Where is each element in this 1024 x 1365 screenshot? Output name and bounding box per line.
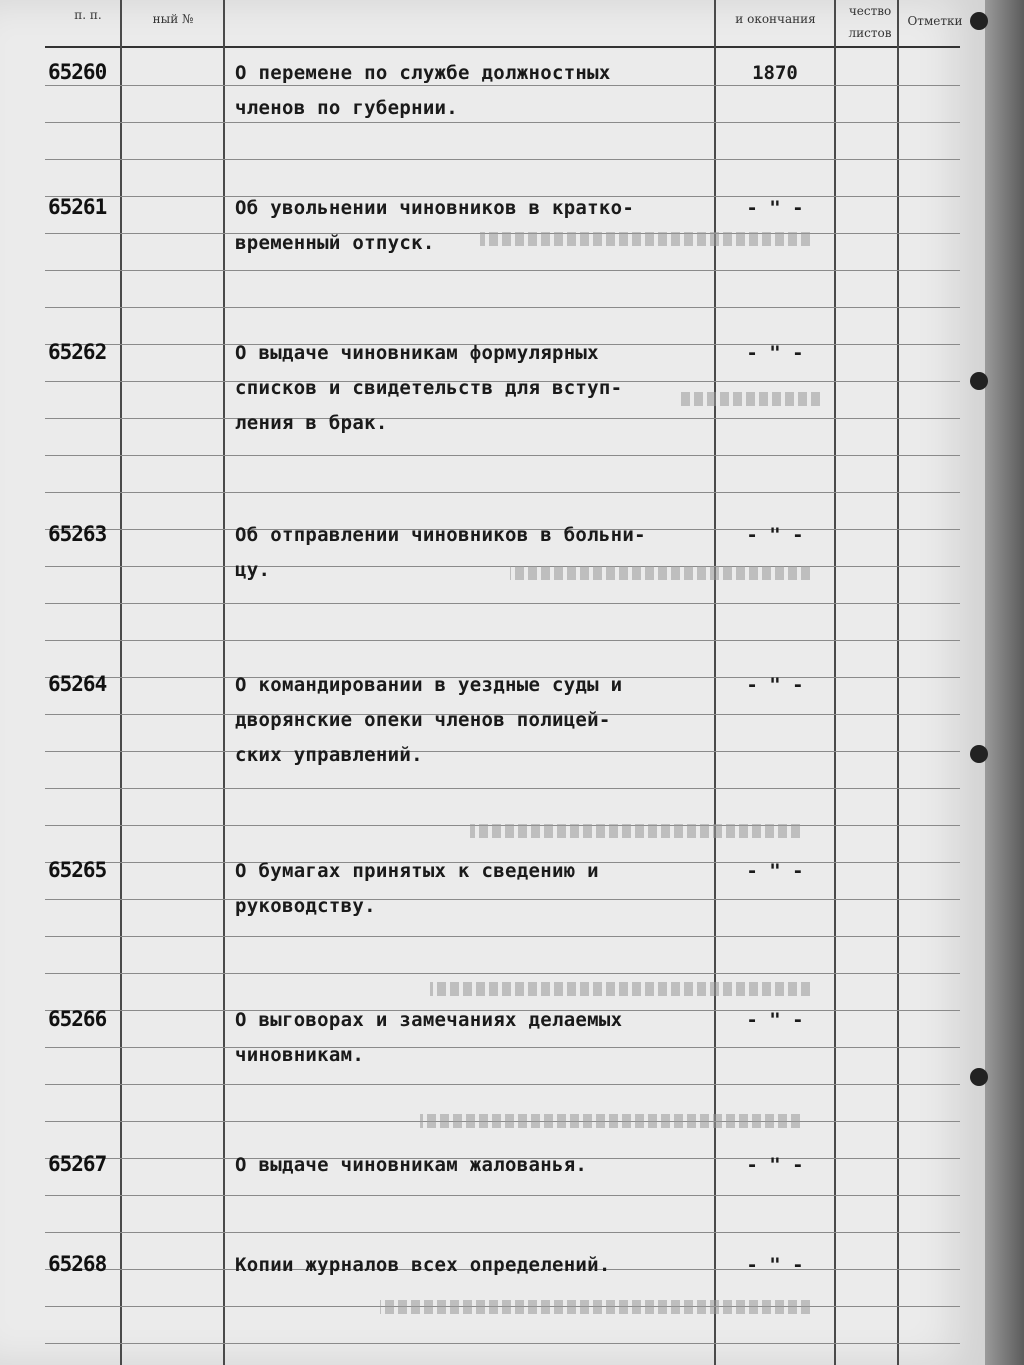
- header-col-notes: Отметки: [907, 14, 963, 28]
- ruled-line: [45, 1232, 960, 1233]
- item-title: [235, 1248, 715, 1283]
- bleed-through-text: [420, 1114, 800, 1128]
- header-col-dates: и окончания: [735, 12, 816, 26]
- item-title-line: О командировании в уездные суды и: [235, 674, 623, 696]
- item-title: [235, 1148, 715, 1183]
- item-title-line: Об отправлении чиновников в больни-: [235, 524, 646, 546]
- item-title-line: руководству.: [235, 895, 376, 917]
- item-number: 65268: [48, 1252, 107, 1276]
- item-title: [235, 668, 715, 773]
- item-title-line: ских управлений.: [235, 744, 423, 766]
- item-date: - " -: [746, 1254, 804, 1276]
- item-date: - " -: [746, 860, 804, 882]
- ruled-line: [45, 455, 960, 456]
- ruled-line: [45, 159, 960, 160]
- column-line: [120, 0, 122, 1365]
- item-number: 65267: [48, 1152, 107, 1176]
- binder-hole: [970, 1068, 988, 1086]
- ruled-line: [45, 307, 960, 308]
- ruled-line: [45, 603, 960, 604]
- item-title: [235, 518, 715, 588]
- item-title: [235, 56, 715, 126]
- item-title-line: членов по губернии.: [235, 97, 459, 119]
- binder-edge: [985, 0, 1024, 1365]
- item-date: - " -: [746, 1009, 804, 1031]
- binder-hole: [970, 372, 988, 390]
- header-col-inv-number: ный №: [152, 12, 194, 26]
- item-date: - " -: [746, 197, 804, 219]
- ruled-line: [45, 640, 960, 641]
- ruled-line: [45, 788, 960, 789]
- bleed-through-text: [430, 982, 810, 996]
- item-date: - " -: [746, 342, 804, 364]
- ruled-line: [45, 492, 960, 493]
- item-title-line: чиновникам.: [235, 1044, 365, 1066]
- column-line: [897, 0, 899, 1365]
- header-rule: [45, 46, 960, 48]
- item-title-line: Об увольнении чиновников в кратко-: [235, 197, 635, 219]
- item-title: [235, 336, 715, 441]
- item-title: [235, 1003, 715, 1073]
- column-line: [834, 0, 836, 1365]
- ruled-line: [45, 1343, 960, 1344]
- item-title: [235, 191, 715, 261]
- item-title-line: О выговорах и замечаниях делаемых: [235, 1009, 623, 1031]
- item-title-line: дворянские опеки членов полицей-: [235, 709, 611, 731]
- ruled-line: [45, 270, 960, 271]
- header-col-sheets-2: листов: [848, 26, 892, 40]
- ruled-line: [45, 936, 960, 937]
- item-title-line: цу.: [235, 559, 271, 581]
- item-title-line: О выдаче чиновникам формулярных: [235, 342, 599, 364]
- item-date: 1870: [752, 62, 798, 84]
- bleed-through-text: [470, 824, 800, 838]
- item-number: 65264: [48, 672, 107, 696]
- item-date: - " -: [746, 1154, 804, 1176]
- column-line: [223, 0, 225, 1365]
- item-title-line: временный отпуск.: [235, 232, 435, 254]
- item-date: - " -: [746, 674, 804, 696]
- item-title: [235, 854, 715, 924]
- header-col-number: п. п.: [74, 8, 102, 22]
- ruled-line: [45, 1084, 960, 1085]
- item-number: 65261: [48, 195, 107, 219]
- item-number: 65262: [48, 340, 107, 364]
- item-number: 65266: [48, 1007, 107, 1031]
- item-date: - " -: [746, 524, 804, 546]
- item-title-line: Копии журналов всех определений.: [235, 1254, 611, 1276]
- item-number: 65263: [48, 522, 107, 546]
- ruled-line: [45, 1195, 960, 1196]
- item-number: 65265: [48, 858, 107, 882]
- binder-hole: [970, 12, 988, 30]
- binder-hole: [970, 745, 988, 763]
- item-title-line: О перемене по службе должностных: [235, 62, 611, 84]
- bleed-through-text: [380, 1300, 810, 1314]
- item-title-line: О выдаче чиновникам жалованья.: [235, 1154, 588, 1176]
- ruled-line: [45, 973, 960, 974]
- item-number: 65260: [48, 60, 107, 84]
- item-title-line: списков и свидетельств для вступ-: [235, 377, 623, 399]
- item-title-line: ления в брак.: [235, 412, 388, 434]
- header-col-sheets-1: чество: [848, 4, 892, 18]
- item-title-line: О бумагах принятых к сведению и: [235, 860, 599, 882]
